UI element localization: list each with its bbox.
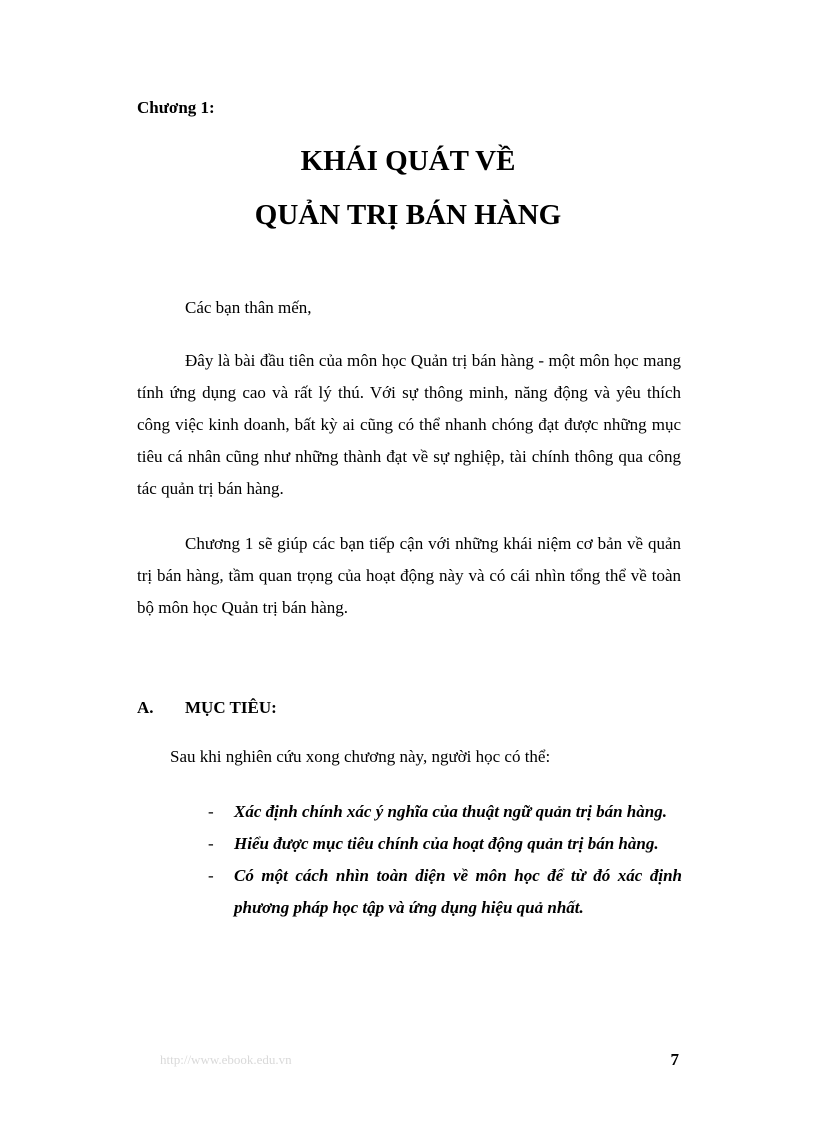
section-a-heading: [137, 698, 277, 718]
goal-text: Hiểu được mục tiêu chính của hoạt động quản trị bán hàng.: [234, 834, 659, 853]
section-letter: A.: [137, 698, 154, 717]
goal-item: [208, 860, 682, 924]
intro-paragraph-1: [137, 345, 681, 505]
goal-text: Xác định chính xác ý nghĩa của thuật ngữ quản trị bán hàng.: [234, 802, 667, 821]
section-title: MỤC TIÊU:: [185, 698, 277, 717]
paragraph-text: Đây là bài đầu tiên của môn học Quản trị bán hàng - một môn học mang tính ứng dụng cao và rất lý thú. Với sự thông minh, năng động và yêu thích công việc kinh doanh, bất kỳ ai cũng có thể nhanh chóng đạt được những mục tiêu cá nhân cũng như những thành đạt về sự nghiệp, tài chính thông qua công tác quản trị bán hàng.: [137, 351, 681, 498]
bullet-dash: -: [208, 834, 214, 853]
goal-text: Có một cách nhìn toàn diện về môn học để từ đó xác định phương pháp học tập và ứng dụng hiệu quả nhất.: [234, 866, 682, 917]
footer-url-watermark: http://www.ebook.edu.vn: [160, 1052, 292, 1067]
goal-item: [208, 796, 682, 828]
goal-item: [208, 828, 682, 860]
bullet-dash: -: [208, 866, 214, 885]
paragraph-text: Chương 1 sẽ giúp các bạn tiếp cận với những khái niệm cơ bản về quản trị bán hàng, tầm quan trọng của hoạt động này và có cái nhìn tổng thể về toàn bộ môn học Quản trị bán hàng.: [137, 534, 681, 617]
goals-list: [208, 796, 682, 924]
page-number: 7: [670, 1050, 679, 1069]
chapter-title-line1: KHÁI QUÁT VỀ: [300, 145, 516, 177]
greeting: Các bạn thân mến,: [185, 298, 312, 317]
chapter-label: Chương 1:: [137, 98, 215, 117]
chapter-title-line2: QUẢN TRỊ BÁN HÀNG: [254, 199, 562, 231]
section-a-lead: Sau khi nghiên cứu xong chương này, người học có thể:: [170, 747, 551, 766]
intro-paragraph-2: [137, 528, 681, 624]
bullet-dash: -: [208, 802, 214, 821]
